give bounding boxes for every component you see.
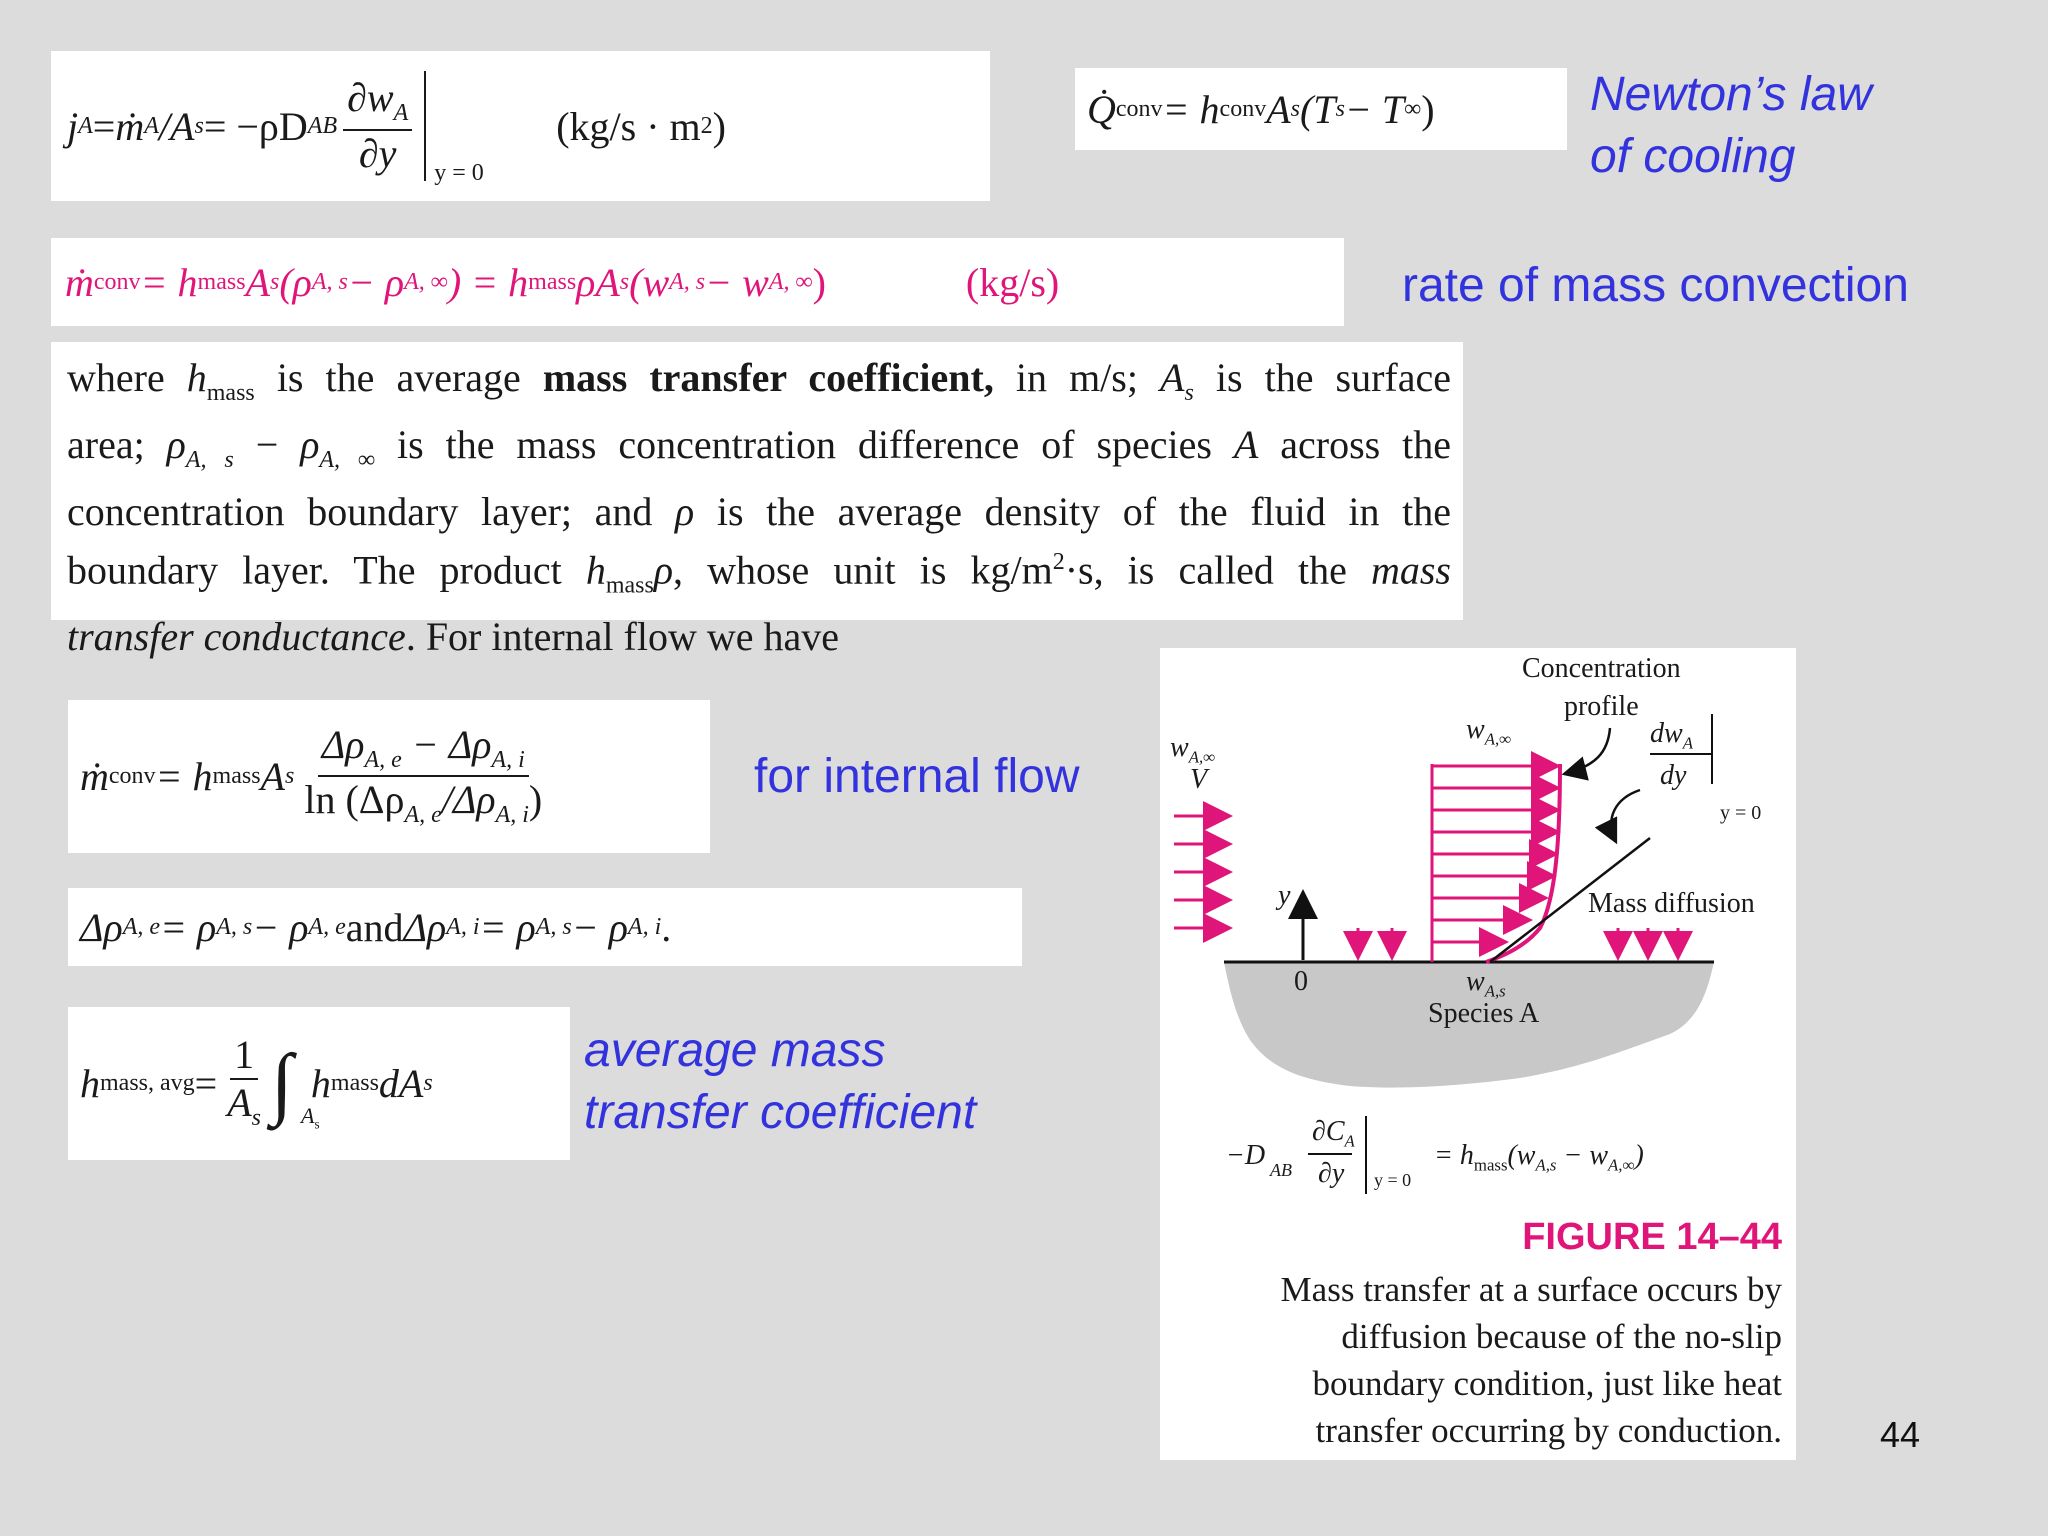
eq-newton: Q̇ conv = h conv A s (T s − T ∞ ): [1087, 86, 1435, 132]
note-average-mass-transfer: average mass transfer coefficient: [584, 1024, 977, 1139]
label-species-a: Species A: [1428, 998, 1540, 1029]
eq-mass-flux: j A = ṁ A /A s = −ρD AB $\frac{\partial w_A}{\partial y}$ y = 0 (kg/s · m 2 ): [67, 69, 726, 183]
eq1-fraction: $\frac{\partial w_A}{\partial y}$: [343, 77, 412, 174]
internal-fraction: $\frac{\Delta\rho_{A, e} - \Delta\rho_{A, i}}{\ln (\Delta\rho_{A, e}/\Delta\rho_{A, i})}$: [304, 721, 543, 828]
label-w-inf-left: $w_{A,\infty}$: [1170, 732, 1216, 767]
label-w-s: $w_{A,s}$: [1466, 966, 1506, 1001]
definition-paragraph: where $h_{mass}$ is the average mass transfer coefficient, in m/s; $A_s$ is the surface area; $\rho_{A, s} - \rho_{A, \infty}$ is the mass concentration difference of species A across the concentration boundary layer; and ρ is the average density of the fluid in the boundary layer. The product $h_{mass}\rho$, whose unit is $kg/m^2\cdot s$, is called the mass transfer conductance. For internal flow we have: [67, 355, 1452, 660]
label-velocity: V: [1190, 764, 1208, 795]
note-rate-mass-convection: rate of mass convection: [1402, 259, 1909, 312]
label-dw: $dw_A$: [1650, 718, 1693, 753]
eq-mass-convection: ṁ conv = h mass A s (ρ A, s − ρ A, ∞ ) = h mass ρA s (w A, s − w A, ∞ ) (kg/s): [65, 259, 1060, 305]
concentration-profile-curve: [1486, 764, 1560, 962]
concentration-profile-arrows: [1432, 766, 1558, 942]
note-newton: Newton’s law of cooling: [1590, 68, 1872, 183]
label-mass-diffusion: Mass diffusion: [1588, 888, 1755, 919]
label-y0-top: y = 0: [1720, 802, 1762, 824]
eq-average-box: [68, 1007, 570, 1160]
eq-delta-box: [68, 888, 1022, 966]
definition-paragraph-box: [51, 342, 1463, 660]
note-internal-flow: for internal flow: [754, 750, 1080, 803]
label-zero: 0: [1294, 966, 1308, 997]
integral-sign: ∫ $A_s$: [271, 1039, 320, 1132]
eq-delta: Δρ A, e = ρ A, s − ρ A, e and Δρ A, i = ρ A, s − ρ A, i .: [80, 904, 672, 950]
label-concentration-profile: Concentration profile: [1522, 653, 1681, 722]
figure-caption: Mass transfer at a surface occurs by diffusion because of the no-slip boundary condition, just like heat transfer occurring by conduction.: [1280, 1270, 1782, 1450]
eq-average: h mass, avg = $\frac{1}{A_s}$ ∫ $A_s$ h mass dA s: [80, 1032, 433, 1132]
diffusion-arrows-left: [1358, 928, 1392, 958]
label-dy: dy: [1660, 760, 1687, 791]
inflow-arrows: [1174, 816, 1230, 928]
eq-internal-flow: ṁ conv = h mass A s $\frac{\Delta\rho_{A, e} - \Delta\rho_{A, i}}{\ln (\Delta\rho_{A, e}/\Delta\rho_{A, i})}$: [80, 712, 552, 840]
page-number: 44: [1880, 1414, 1921, 1455]
diffusion-arrows-right: [1618, 928, 1678, 958]
eq-newton-box: [1075, 68, 1567, 150]
eq-mass-convection-box: [51, 238, 1344, 326]
figure-14-44: Concentration profile $w_{A,\infty}$ $w_{A,\infty}$ V $dw_A$ dy y = 0 y Mass diffusion 0 $w_{A,s}$ Species A −D AB $\partial C_A$ ∂y y = 0 = $h_{mass}(w_{A,s} - w_{A,\infty})$ FIGURE 14–44 Mass transfer at a surface occurs by diffusion because of the no-slip boundary condition, just like heat transfer occurring by conduction.: [1160, 648, 1796, 1460]
figure-title: FIGURE 14–44: [1522, 1216, 1782, 1258]
label-w-inf-top: $w_{A,\infty}$: [1466, 714, 1512, 749]
eq-internal-flow-box: [68, 700, 710, 853]
label-y-axis: y: [1278, 880, 1291, 911]
eq-mass-flux-box: [51, 51, 990, 201]
eq1-eval-bar: y = 0: [424, 71, 426, 181]
